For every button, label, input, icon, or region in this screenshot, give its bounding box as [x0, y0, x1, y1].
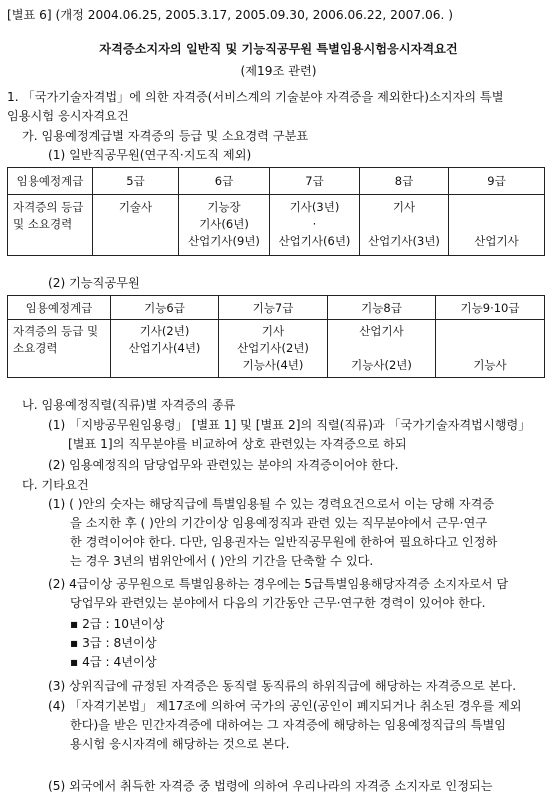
- technical-service-table: [7, 295, 545, 378]
- section-da-heading: 다. 기타요건: [22, 478, 89, 492]
- bullet-item: ▪ 2급 : 10년이상: [70, 617, 165, 631]
- table1-caption: (1) 일반직공무원(연구직·지도직 제외): [48, 148, 252, 162]
- bullet-item: ▪ 4급 : 4년이상: [70, 655, 157, 669]
- annex-reference: [별표 6] (개정 2004.06.25, 2005.3.17, 2005.09.30, 2006.06.22, 2007.06. ): [7, 8, 453, 22]
- table1-header-cell: 6급: [179, 168, 270, 195]
- table2-cell-tech6: 기사(2년) 산업기사(4년): [111, 320, 219, 378]
- table1-header-cell: 5급: [93, 168, 179, 195]
- section-da-item5: (5) 외국에서 취득한 자격증 중 법령에 의하여 우리나라의 자격증 소지자로 인정되는: [48, 779, 493, 793]
- table2-header-cell: 기능8급: [328, 296, 436, 320]
- section-na-item1-line1: (1) 「지방공무원임용령」 [별표 1] 및 [별표 2]의 직렬(직류)과 「국가기술자격법시행령」: [48, 418, 531, 432]
- table2-header-cell: 기능7급: [219, 296, 328, 320]
- table2-cell-tech8: 산업기사 기능사(2년): [328, 320, 436, 378]
- table2-data-row: [8, 320, 545, 378]
- table2-header-row: [8, 296, 545, 320]
- section-na-heading: 나. 임용예정직렬(직류)별 자격증의 종류: [22, 398, 236, 412]
- table1-header-row: [8, 168, 545, 195]
- section-na-item1-line2: [별표 1]의 직무분야를 비교하여 상호 관련있는 자격증으로 하되: [68, 437, 407, 451]
- table1-row-label: 자격증의 등급 및 소요경력: [8, 195, 93, 256]
- general-service-table: [7, 167, 545, 256]
- table1-header-cell: 7급: [270, 168, 360, 195]
- table1-header-cell: 8급: [360, 168, 449, 195]
- table1-header-cell: 임용예정계급: [8, 168, 93, 195]
- table1-cell-grade6: 기능장 기사(6년) 산업기사(9년): [179, 195, 270, 256]
- table2-cell-tech7: 기사 산업기사(2년) 기능사(4년): [219, 320, 328, 378]
- section1-line1: 1. 「국가기술자격법」에 의한 자격증(서비스계의 기술분야 자격증을 제외한다)소지자의 특별: [7, 90, 504, 104]
- table1-data-row: [8, 195, 545, 256]
- table2-header-cell: 임용예정계급: [8, 296, 111, 320]
- section-da-bullets: [70, 615, 164, 672]
- section-da-item3: (3) 상위직급에 규정된 자격증은 동직렬 동직류의 하위직급에 해당하는 자격증으로 본다.: [48, 679, 517, 693]
- section-da-item1: (1) ( )안의 숫자는 해당직급에 특별임용될 수 있는 경력요건으로서 이는 당해 자격증 을 소지한 후 ( )안의 기간이상 임용예정직과 관련 있는 직무분야에서 근무·연구 한 경력이어야 한다. 다만, 임용권자는 일반직공무원에 한하여 필요하다고 인정하 는 경우 3년의 범위안에서 ( )안의 기간을 단축할 수 있다.: [48, 497, 498, 568]
- table2-row-label: 자격증의 등급 및 소요경력: [8, 320, 111, 378]
- table1-cell-grade8: 기사 산업기사(3년): [360, 195, 449, 256]
- section1-line2: 임용시험 응시자격요건: [7, 109, 129, 123]
- section-na-item2: (2) 임용예정직의 담당업무와 관련있는 분야의 자격증이어야 한다.: [48, 458, 399, 472]
- table1-cell-grade7: 기사(3년) · 산업기사(6년): [270, 195, 360, 256]
- bullet-item: ▪ 3급 : 8년이상: [70, 636, 157, 650]
- table2-header-cell: 기능6급: [111, 296, 219, 320]
- section-da-item4: (4) 「자격기본법」 제17조에 의하여 국가의 공인(공인이 폐지되거나 취소된 경우를 제외 한다)을 받은 민간자격증에 대하여는 그 자격증에 해당하는 임용예정직급의 특별임 용시험 응시자격에 해당하는 것으로 본다.: [48, 699, 522, 751]
- table2-cell-tech9-10: 기능사: [436, 320, 545, 378]
- document-subtitle: (제19조 관련): [240, 64, 317, 78]
- section-ga-heading: 가. 임용예정계급별 자격증의 등급 및 소요경력 구분표: [22, 129, 309, 143]
- table1-cell-grade9: 산업기사: [449, 195, 545, 256]
- table2-caption: (2) 기능직공무원: [48, 276, 140, 290]
- section-da-item2: (2) 4급이상 공무원으로 특별임용하는 경우에는 5급특별임용해당자격증 소지자로서 담 당업무와 관련있는 분야에서 다음의 기간동안 근무·연구한 경력이 있어야 한다.: [48, 577, 509, 610]
- table1-cell-grade5: 기술사: [93, 195, 179, 256]
- document-title: 자격증소지자의 일반직 및 기능직공무원 특별임용시험응시자격요건: [99, 42, 458, 56]
- table1-header-cell: 9급: [449, 168, 545, 195]
- table2-header-cell: 기능9·10급: [436, 296, 545, 320]
